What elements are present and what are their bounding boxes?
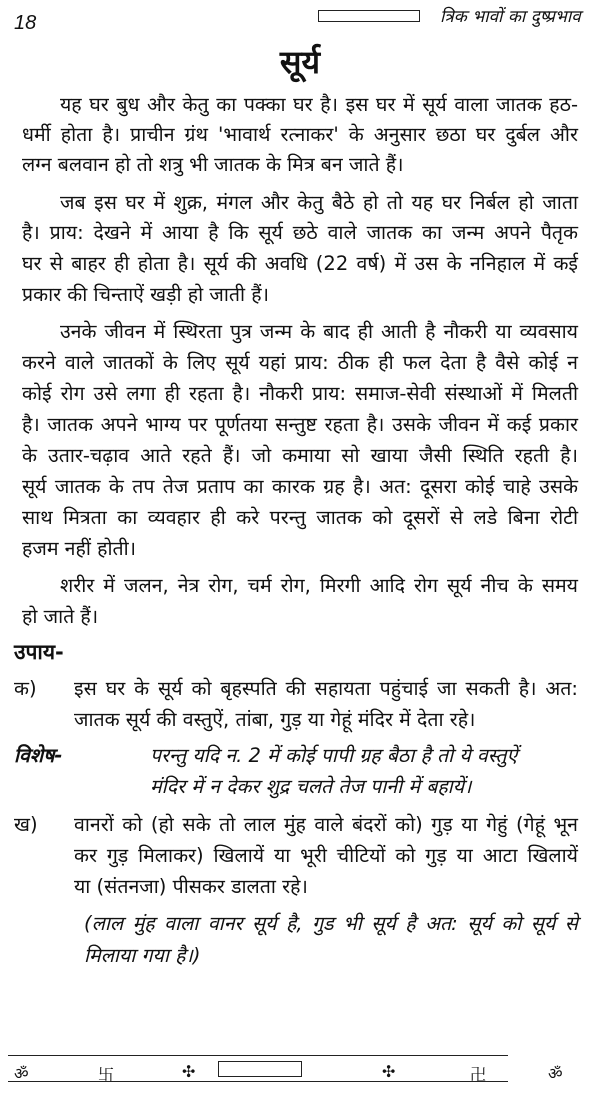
text-line: या (संतनजा) पीसकर डालता रहे।: [74, 875, 308, 898]
ornament-icon: ✣: [382, 1062, 396, 1081]
text-line: लग्न बलवान हो तो शत्रु भी जातक के मित्र बन जाते हैं।: [22, 153, 404, 176]
text-line: धर्मी होता है। प्राचीन ग्रंथ 'भावार्थ रत्नाकर' के अनुसार छठा घर दुर्बल और: [22, 123, 578, 146]
text-line: मिलाया गया है।): [84, 944, 201, 967]
om-icon: ॐ: [548, 1064, 563, 1083]
text-line: वानरों को (हो सके तो लाल मुंह वाले बंदरों को) गुड़ या गेहुं (गेहूं भून: [74, 813, 578, 836]
text-line: करने वाले जातकों के लिए सूर्य यहां प्राय: ठीक ही फल देता है वैसे कोई न: [22, 351, 578, 374]
text-line: उनके जीवन में स्थिरता पुत्र जन्म के बाद ही आती है नौकरी या व्यवसाय: [60, 320, 578, 343]
text-line: के उतार-चढ़ाव आते रहते हैं। जो कमाया सो खाया जैसी स्थिति रहती है।: [22, 444, 578, 467]
special-note-label: विशेष-: [14, 744, 63, 767]
text-line: प्रकार की चिन्ताऐं खड़ी हो जाती हैं।: [22, 283, 269, 306]
text-line: सूर्य जातक के तप तेज प्रताप का कारक ग्रह है। अत: दूसरा कोई चाहे उसके: [22, 475, 578, 498]
text-line: साथ मित्रता का व्यवहार ही करे परन्तु जातक को दूसरों से लडे बिना रोटी: [22, 506, 578, 529]
text-line: यह घर बुध और केतु का पक्का घर है। इस घर में सूर्य वाला जातक हठ-: [60, 93, 578, 116]
remedies-heading: उपाय-: [14, 640, 64, 664]
text-line: कोई रोग उसे लगा ही रहता है। नौकरी प्राय: समाज-सेवी संस्थाओं में मिलती: [22, 382, 578, 405]
header-ornament-box: [318, 10, 420, 22]
swastika-icon: 卐: [98, 1065, 115, 1084]
footer-rule-top: [8, 1055, 508, 1056]
text-line: जातक सूर्य की वस्तुऐं, तांबा, गुड़ या गेहूं मंदिर में देता रहे।: [74, 708, 476, 731]
text-line: हजम नहीं होती।: [22, 537, 137, 560]
text-line: जब इस घर में शुक्र, मंगल और केतु बैठे हो तो यह घर निर्बल हो जाता: [60, 191, 578, 214]
footer-ornament-box: [218, 1061, 302, 1077]
text-line: शरीर में जलन, नेत्र रोग, चर्म रोग, मिरगी आदि रोग सूर्य नीच के समय: [60, 574, 578, 597]
page-number: 18: [14, 12, 37, 34]
text-line: हो जाते हैं।: [22, 605, 99, 628]
text-line: मंदिर में न देकर शुद्र चलते तेज पानी में बहायें।: [150, 775, 472, 798]
text-line: (लाल मुंह वाला वानर सूर्य है, गुड भी सूर्य है अत: सूर्य को सूर्य से: [84, 912, 578, 935]
text-line: कर गुड़ मिलाकर) खिलायें या भूरी चीटियों को गुड़ या आटा खिलायें: [74, 844, 578, 867]
running-title: त्रिक भावों का दुष्प्रभाव: [440, 7, 581, 27]
swastika-icon: 卍: [470, 1065, 487, 1084]
chapter-title: सूर्य: [279, 43, 321, 81]
text-line: घर से बाहर ही होता है। सूर्य की अवधि (22 वर्ष) में उस के ननिहाल में कई: [22, 252, 578, 275]
text-line: है। प्राय: देखने में आया है कि सूर्य छठे वाले जातक का जन्म अपने पैतृक: [22, 221, 578, 244]
om-icon: ॐ: [14, 1064, 29, 1083]
ornament-icon: ✣: [182, 1062, 196, 1081]
text-line: इस घर के सूर्य को बृहस्पति की सहायता पहुंचाई जा सकती है। अत:: [74, 677, 578, 700]
text-line: परन्तु यदि न. 2 में कोई पापी ग्रह बैठा है तो ये वस्तुऐं: [150, 744, 518, 767]
item-marker: ख): [14, 813, 38, 836]
text-line: है। जातक अपने भाग्य पर पूर्णतया सन्तुष्ट रहता है। उसके जीवन में कई प्रकार: [22, 413, 578, 436]
item-marker: क): [14, 677, 37, 700]
footer-rule-bottom: [8, 1081, 508, 1082]
